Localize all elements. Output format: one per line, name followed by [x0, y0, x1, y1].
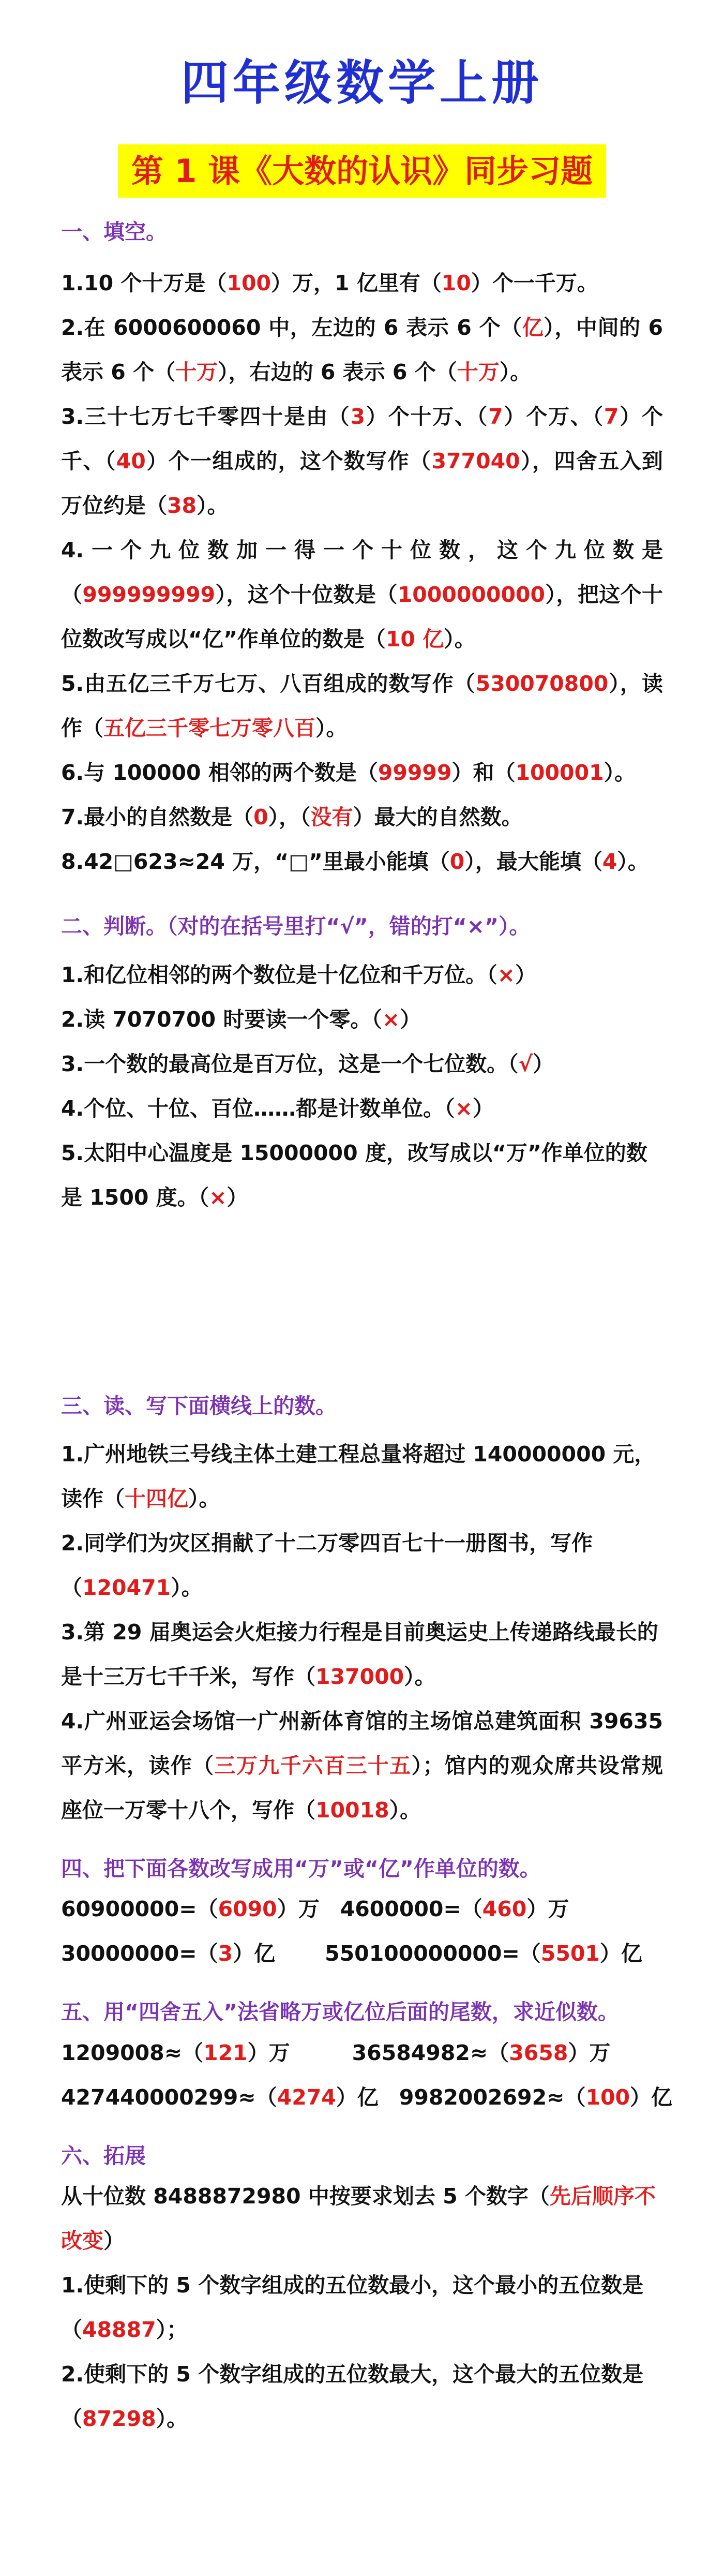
section-unit-conversion: [61, 1853, 663, 1976]
answer: 48887: [82, 2317, 156, 2343]
question-3-1: 1.广州地铁三号线主体土建工程总量将超过 140000000 元，读作（十四亿）。: [61, 1441, 656, 1511]
answer: 6090: [218, 1897, 277, 1922]
section-heading: 二、判断。（对的在括号里打“√”，错的打“×”）。: [61, 913, 531, 939]
answer: √: [518, 1052, 533, 1077]
answer: 0: [449, 849, 465, 874]
question-2-5: 5.太阳中心温度是 15000000 度，改写成以“万”作单位的数是 1500 度。（×）: [61, 1141, 647, 1210]
answer: ×: [382, 1007, 400, 1032]
answer: 120471: [82, 1575, 171, 1600]
section-heading: 四、把下面各数改写成用“万”或“亿”作单位的数。: [61, 1856, 541, 1881]
section-heading: 一、填空。: [61, 219, 167, 245]
conversion-row-1: 60900000=（6090）万 4600000=（460）万: [61, 1897, 569, 1922]
answer: 100001: [515, 760, 604, 785]
section-heading: 三、读、写下面横线上的数。: [61, 1394, 337, 1419]
answer: 10018: [315, 1797, 389, 1823]
conversion-row-2: 30000000=（3）亿 550100000000=（5501）亿: [61, 1941, 642, 1966]
question-1-1: 1.10 个十万是（100）万，1 亿里有（10）个一千万。: [61, 270, 598, 295]
answer: 3: [218, 1941, 233, 1966]
answer: ×: [497, 963, 515, 988]
question-1-7: 7.最小的自然数是（0），（没有）最大的自然数。: [61, 804, 523, 830]
answer: 7: [604, 404, 619, 429]
answer: ×: [209, 1185, 227, 1210]
answer: 100: [227, 270, 272, 295]
answer: 十万: [457, 359, 500, 384]
answer: 10: [441, 270, 471, 295]
subtitle-banner: [61, 144, 663, 198]
answer: 87298: [82, 2406, 156, 2432]
answer: 460: [482, 1897, 527, 1922]
answer: 三万九千六百三十五: [214, 1753, 412, 1778]
answer: 十万: [175, 359, 218, 384]
answer: 5501: [540, 1941, 600, 1966]
section-true-false: [61, 911, 663, 1220]
answer: 3: [350, 404, 365, 429]
answer: 4274: [277, 2084, 336, 2110]
question-1-2: 2.在 6000600060 中，左边的 6 表示 6 个（亿），中间的 6 表示 6 个（十万），右边的 6 表示 6 个（十万）。: [61, 315, 663, 384]
question-2-2: 2.读 7070700 时要读一个零。（×）: [61, 1007, 421, 1032]
rounding-row-1: 1209008≈（121）万 36584982≈（3658）万: [61, 2040, 611, 2065]
question-2-1: 1.和亿位相邻的两个数位是十亿位和千万位。（×）: [61, 963, 536, 988]
answer: 0: [253, 804, 268, 830]
answer: 十四亿: [125, 1486, 188, 1511]
answer: 亿: [522, 315, 544, 340]
section-heading: 五、用“四舍五入”法省略万或亿位后面的尾数，求近似数。: [61, 2000, 619, 2025]
question-1-4: 4.一个九位数加一得一个十位数，这个九位数是（999999999），这个十位数是（1000000000），把这个十位数改写成以“亿”作单位的数是（10 亿）。: [61, 537, 663, 652]
question-1-5: 5.由五亿三千万七万、八百组成的数写作（530070800），读作（五亿三千零七万零八百）。: [61, 671, 663, 741]
question-1-6: 6.与 100000 相邻的两个数是（99999）和（100001）。: [61, 760, 636, 785]
section-heading: 六、拓展: [61, 2143, 146, 2168]
answer: 377040: [431, 448, 520, 473]
answer: ×: [455, 1096, 473, 1121]
question-6-2: 2.使剩下的 5 个数字组成的五位数最大，这个最大的五位数是（87298）。: [61, 2362, 644, 2432]
answer: 4: [602, 849, 617, 874]
answer: 530070800: [475, 671, 609, 696]
lesson-subtitle: 第 1 课《大数的认识》同步习题: [118, 144, 606, 198]
answer: 7: [488, 404, 503, 429]
answer: 没有: [310, 804, 353, 830]
question-3-4: 4.广州亚运会场馆一广州新体育馆的主场馆总建筑面积 39635 平方米，读作（三万九千六百三十五）；馆内的观众席共设常规座位一万零十八个，写作（10018）。: [61, 1708, 663, 1823]
answer: 3658: [509, 2040, 568, 2065]
section-extension: [61, 2140, 663, 2441]
answer: 40: [116, 448, 146, 473]
question-1-3: 3.三十七万七千零四十是由（3）个十万、（7）个万、（7）个千、（40）个一组成的，这个数写作（377040），四舍五入到万位约是（38）。: [61, 404, 663, 518]
question-6-1: 1.使剩下的 5 个数字组成的五位数最小，这个最小的五位数是（48887）；: [61, 2273, 644, 2343]
answer: 10 亿: [385, 626, 444, 652]
question-3-2: 2.同学们为灾区捐献了十二万零四百七十一册图书，写作（120471）。: [61, 1530, 593, 1600]
answer: 五亿三千零七万零八百: [103, 715, 315, 741]
question-1-8: 8.42□623≈24 万，“□”里最小能填（0），最大能填（4）。: [61, 849, 649, 874]
page-title: 四年级数学上册: [180, 55, 543, 111]
answer: 121: [203, 2040, 248, 2065]
answer: 99999: [378, 760, 452, 785]
answer: 先后顺序不改变: [61, 2184, 656, 2254]
answer: 137000: [315, 1664, 404, 1689]
rounding-row-2: 427440000299≈（4274）亿 9982002692≈（100）亿: [61, 2084, 673, 2110]
answer: 38: [167, 493, 197, 518]
section-read-write: [61, 1390, 663, 1832]
extension-intro: 从十位数 8488872980 中按要求划去 5 个数字（先后顺序不改变）: [61, 2184, 656, 2254]
question-2-4: 4.个位、十位、百位……都是计数单位。（×）: [61, 1096, 494, 1121]
question-3-3: 3.第 29 届奥运会火炬接力行程是目前奥运史上传递路线最长的是十三万七千千米，写作（137000）。: [61, 1619, 658, 1689]
answer: 1000000000: [397, 582, 546, 607]
answer: 100: [585, 2084, 630, 2110]
answer: 999999999: [82, 582, 216, 607]
section-rounding: [61, 1996, 673, 2120]
section-fill-in: [61, 216, 663, 884]
question-2-3: 3.一个数的最高位是百万位，这是一个七位数。（√）: [61, 1052, 554, 1077]
